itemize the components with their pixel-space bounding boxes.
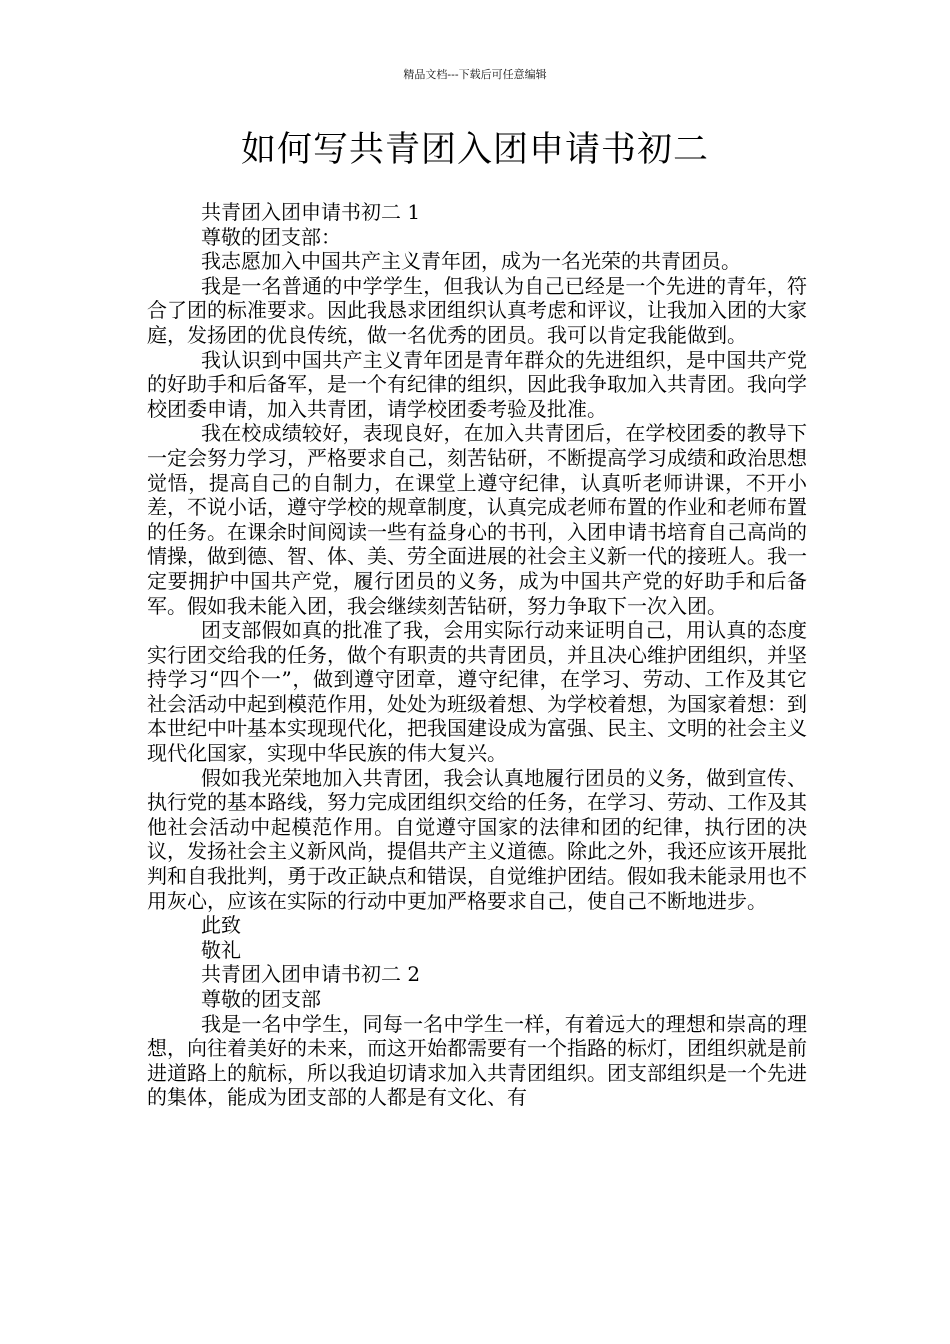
closing-line: 此致 [201, 913, 241, 938]
page-header-note: 精品文档---下载后可任意编辑 [403, 68, 547, 81]
body-paragraph: 我志愿加入中国共产主义青年团，成为一名光荣的共青团员。 [201, 249, 741, 274]
document-title: 如何写共青团入团申请书初二 [240, 130, 709, 170]
body-paragraph: 我是一名普通的中学学生，但我认为自己已经是一个先进的青年，符合了团的标准要求。因此我恳求团组织认真考虑和评议，让我加入团的大家庭，发扬团的优良传统，做一名优秀的团员。我可以肯定我能做到。 [147, 273, 807, 347]
document-body [147, 200, 807, 1110]
salutation: 尊敬的团支部： [201, 224, 341, 249]
body-paragraph: 我是一名中学生，同每一名中学生一样，有着远大的理想和崇高的理想，向往着美好的未来，而这开始都需要有一个指路的标灯，团组织就是前进道路上的航标，所以我迫切请求加入共青团组织。团支部组织是一个先进的集体，能成为团支部的人都是有文化、有 [147, 1011, 807, 1110]
salutation: 尊敬的团支部 [201, 987, 321, 1011]
section-heading-1: 共青团入团申请书初二 1 [201, 200, 421, 224]
body-paragraph: 假如我光荣地加入共青团，我会认真地履行团员的义务，做到宣传、执行党的基本路线，努力完成团组织交给的任务，在学习、劳动、工作及其他社会活动中起模范作用。自觉遵守国家的法律和团的纪律，执行团的决议，发扬社会主义新风尚，提倡共产主义道德。除此之外，我还应该开展批判和自我批判，勇于改正缺点和错误，自觉维护团结。假如我未能录用也不用灰心，应该在实际的行动中更加严格要求自己，使自己不断地进步。 [147, 765, 807, 913]
closing-line: 敬礼 [201, 937, 241, 962]
body-paragraph: 团支部假如真的批准了我，会用实际行动来证明自己，用认真的态度实行团交给我的任务，做个有职责的共青团员，并且决心维护团组织，并坚持学习“四个一”，做到遵守团章，遵守纪律，在学习、劳动、工作及其它社会活动中起到模范作用，处处为班级着想、为学校着想，为国家着想：到本世纪中叶基本实现现代化，把我国建设成为富强、民主、文明的社会主义现代化国家，实现中华民族的伟大复兴。 [147, 618, 807, 766]
body-paragraph: 我认识到中国共产主义青年团是青年群众的先进组织，是中国共产党的好助手和后备军，是一个有纪律的组织，因此我争取加入共青团。我向学校团委申请，加入共青团，请学校团委考验及批准。 [147, 347, 807, 421]
section-heading-2: 共青团入团申请书初二 2 [201, 962, 421, 987]
body-paragraph: 我在校成绩较好，表现良好，在加入共青团后，在学校团委的教导下一定会努力学习，严格要求自己，刻苦钻研，不断提高学习成绩和政治思想觉悟，提高自己的自制力，在课堂上遵守纪律，认真听老师讲课，不开小差，不说小话，遵守学校的规章制度，认真完成老师布置的作业和老师布置的任务。在课余时间阅读一些有益身心的书刊，入团申请书培育自己高尚的情操，做到德、智、体、美、劳全面进展的社会主义新一代的接班人。我一定要拥护中国共产党，履行团员的义务，成为中国共产党的好助手和后备军。假如我未能入团，我会继续刻苦钻研，努力争取下一次入团。 [147, 421, 807, 618]
